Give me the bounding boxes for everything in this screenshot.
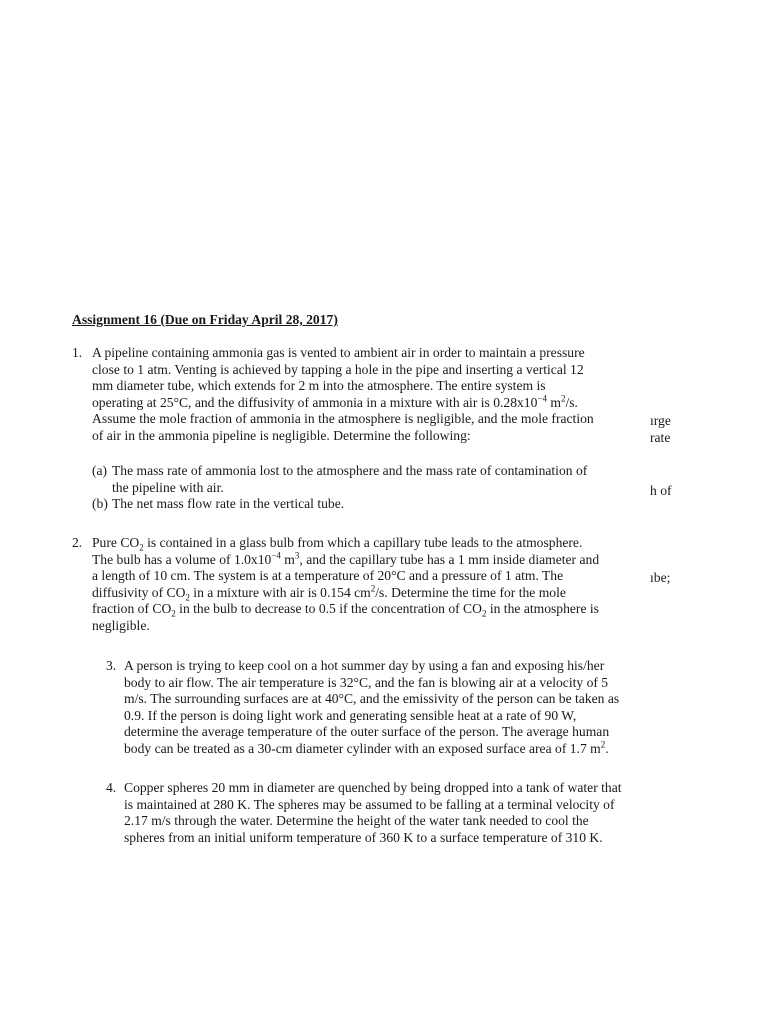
text-line: mm diameter tube, which extends for 2 m into the atmosphere. The entire system is [92,378,546,394]
problem-text [124,780,622,846]
text-line: fraction of $CO_2$ in the bulb to decrease to 0.5 if the concentration of $CO_2$ in the atmosphere is [92,601,599,620]
subitem-a [92,463,652,496]
text-line: 0.9. If the person is doing light work and generating sensible heat at a rate of 90 W, [124,707,577,723]
text-line: determine the average temperature of the outer surface of the person. The average human [124,724,610,740]
text-line: Assume the mole fraction of ammonia in the atmosphere is negligible, and the mole fraction [92,411,594,427]
problem-text [124,658,619,758]
subitem-b [92,496,652,513]
text-line: A pipeline containing ammonia gas is vented to ambient air in order to maintain a pressure [92,345,585,360]
text-line: a length of 10 cm. The system is at a temperature of 20°C and a pressure of 1 atm. The [92,568,564,584]
margin-fragment: rate [650,430,671,445]
margin-fragment: ıbe; [650,570,671,585]
text-line: diffusivity of $CO_2$ in a mixture with air is 0.154 $cm^2/s$. Determine the time for the mole [92,583,566,603]
text-line: 2.17 m/s through the water. Determine the height of the water tank needed to cool the [124,813,589,829]
problem-number: 3. [106,658,117,673]
problem-text [92,345,594,445]
text-line: body to air flow. The air temperature is 32°C, and the fan is blowing air at a velocity of 5 [124,674,609,690]
problem-number: 4. [106,780,117,795]
text-line: operating at 25°C, and the diffusivity of ammonia in a mixture with air is $0.28x10^{-4}$ $m^2/s$. [92,393,578,410]
problem-1-subitems [92,463,652,513]
text-line: close to 1 atm. Venting is achieved by tapping a hole in the pipe and inserting a vertical 12 [92,361,584,377]
problem-number: 2. [72,535,83,550]
text-line: The net mass flow rate in the vertical tube. [112,496,345,512]
text-line: the pipeline with air. [112,479,224,495]
subitem-tag: (a) [92,463,108,478]
margin-fragment: ırge [650,413,671,428]
problem-number: 1. [72,345,83,360]
assignment-heading: Assignment 16 (Due on Friday April 28, 2017) [72,312,338,327]
subitem-tag: (b) [92,496,108,512]
text-line: The bulb has a volume of $1.0x10^{-4}$ $m^3$, and the capillary tube has a 1 mm inside diameter and [92,550,600,567]
text-line: negligible. [92,617,150,633]
text-line: m/s. The surrounding surfaces are at 40°C, and the emissivity of the person can be taken as [124,691,620,707]
text-line: Pure $CO_2$ is contained in a glass bulb from which a capillary tube leads to the atmosphere. [92,535,583,553]
text-line: A person is trying to keep cool on a hot summer day by using a fan and exposing his/her [124,658,605,673]
text-line: is maintained at 280 K. The spheres may be assumed to be falling at a terminal velocity of [124,796,615,812]
text-line: body can be treated as a 30-cm diameter cylinder with an exposed surface area of 1.7 $m^2$. [124,739,609,756]
problem-text [92,535,599,635]
margin-fragment: h of [650,483,672,498]
text-line: Copper spheres 20 mm in diameter are quenched by being dropped into a tank of water that [124,780,622,795]
text-line: of air in the ammonia pipeline is negligible. Determine the following: [92,427,471,443]
text-line: spheres from an initial uniform temperature of 360 K to a surface temperature of 310 K. [124,829,603,845]
text-line: The mass rate of ammonia lost to the atmosphere and the mass rate of contamination of [112,463,588,478]
